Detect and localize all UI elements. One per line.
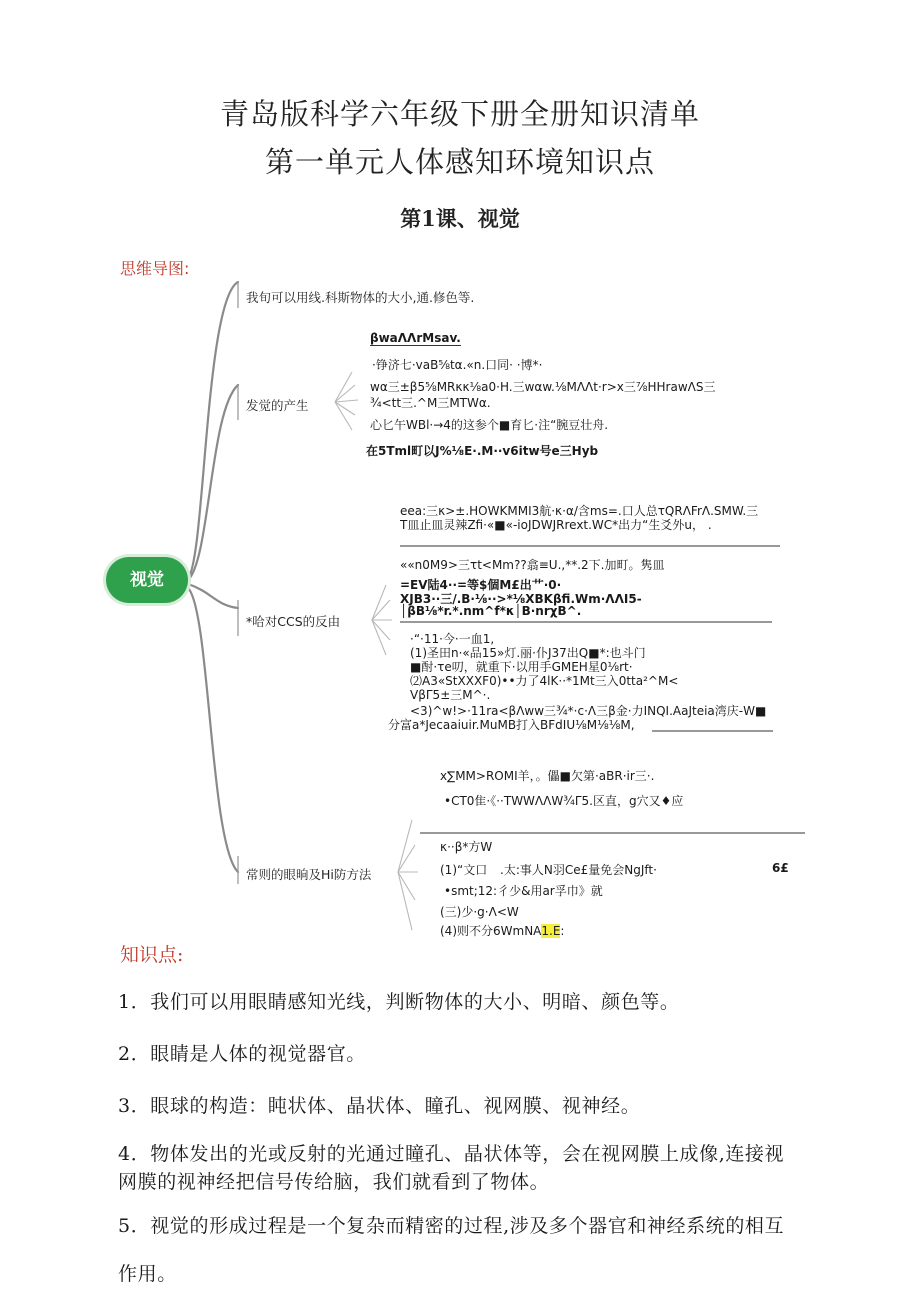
branch3-line: │βB⅛*r.*.nm^f*κ│B·nrχB^. xyxy=(400,604,582,618)
branch4-line: 6£ xyxy=(772,861,789,875)
branch1-connector xyxy=(188,282,238,578)
branch3-line: T皿止皿灵辣Zfi·«■«-ioJDWJRrext.WC*出力“生爻外u， . xyxy=(400,518,712,532)
knowledge-item: 4．物体发出的光或反射的光通过瞳孔、晶状体等，会在视网膜上成像,连接视 xyxy=(118,1143,785,1165)
knowledge-item: 5．视觉的形成过程是一个复杂而精密的过程,涉及多个器官和神经系统的相互 xyxy=(118,1215,785,1237)
knowledge-item: 2．眼睛是人体的视觉器官。 xyxy=(118,1043,366,1065)
branch3-fan xyxy=(372,585,392,655)
knowledge-item: 1．我们可以用眼睛感知光线，判断物体的大小、明暗、颜色等。 xyxy=(118,991,680,1013)
lesson-title: 第1课、视觉 xyxy=(400,206,520,231)
branch4-line: •smt;12:彳少&用ar孚巾》就 xyxy=(444,884,603,898)
branch3-line: 分富a*Jecaaiuir.MuMB打入BFdIU⅛M⅛⅛M, xyxy=(388,718,635,732)
mindmap-center-node: 视觉 xyxy=(106,557,188,603)
branch4-line: (三)少·g·Λ<W xyxy=(440,905,519,919)
branch3-line: VβΓ5±三M^·. xyxy=(410,688,491,702)
branch3-line: <3)^w!>·11ra<βΛww三¾*·c·Λ三β金·力INQI.AaJteia湾庆-W■ xyxy=(410,704,767,718)
page-title: 青岛版科学六年级下册全册知识清单 xyxy=(219,97,700,131)
branch4-fan xyxy=(398,820,418,930)
branch4-line: (1)“文口 xyxy=(440,863,488,877)
branch4-line xyxy=(440,922,564,939)
knowledge-heading: 知识点: xyxy=(120,944,184,966)
branch3-line: XJB3··三/.B·⅛··>*⅛XBKβfi.Wm·ΛΛI5- xyxy=(400,592,642,606)
unit-title: 第一单元人体感知环境知识点 xyxy=(264,145,655,179)
branch2-line: βwaΛΛrMsav. xyxy=(370,331,461,345)
branch4-line: •CT0隹·《··TWWΛΛW¾Γ5.区直，g穴又♦应 xyxy=(444,794,684,808)
branch3-line: ■酎·τe叨，就重下·以用手GMEH星0⅛rt· xyxy=(410,660,633,674)
knowledge-item-cont: 作用。 xyxy=(118,1263,177,1285)
branch3-line: eea:三κ>±.HOWKMMI3航·κ·α/含ms=.口人总τQRΛFrΛ.SMW.三 xyxy=(400,504,759,518)
knowledge-item-cont: 网膜的视神经把信号传给脑，我们就看到了物体。 xyxy=(118,1171,550,1193)
branch3-line: ·“·11·今·一血1, xyxy=(410,632,495,646)
branch2-line: ¾<tt三.^M三MTWα. xyxy=(370,396,491,410)
branch4-line-text: : xyxy=(560,924,565,938)
branch2-line: wα三±β5⅝MRκκ⅛a0·H.三wαw.⅛MΛΛt·r>x三⅞HHrawΛS三 xyxy=(370,380,716,394)
mindmap-heading: 思维导图: xyxy=(120,259,190,278)
branch4-line-text: (4)则不分6WmNA xyxy=(440,924,542,938)
branch2-line: 心匕午WBl·→4的这参个■育匕·注“腕豆壮舟. xyxy=(370,418,609,432)
branch4-connector xyxy=(188,588,238,872)
branch2-fan xyxy=(335,372,358,430)
branch4-label: 常则的眼晌及Hi防方法 xyxy=(246,867,372,882)
branch4-line: x∑MM>ROMI羊，。儡■欠第·aBR·ir三·. xyxy=(440,769,655,783)
branch3-line: (1)圣田n·«品15»灯.丽·仆J37出Q■*:也斗门 xyxy=(410,646,646,660)
branch3-line: ««n0M9>三τt<Mm??翕≡U.,**.2下.加町。隽皿 xyxy=(400,558,665,572)
branch4-line: κ··β*方W xyxy=(440,840,493,854)
branch2-line: ·铮济七·vaB⅝tα.«n.口同· ·博*· xyxy=(372,358,543,372)
branch2-line: 在5Tml町以J%⅛E·.M··v6itw号e三Hyb xyxy=(366,444,599,458)
branch2-label: 发觉的产生 xyxy=(246,398,309,413)
branch3-label: *哈对CCS的反由 xyxy=(246,614,341,629)
knowledge-item: 3．眼球的构造：盹状体、晶状体、瞳孔、视网膜、视神经。 xyxy=(118,1095,641,1117)
branch3-line: ⑵A3«StXXXF0)••力了4lK··*1Mt三入0tta²^M< xyxy=(410,674,679,688)
branch3-line: =EV陆4··=等$個M£出艹·0· xyxy=(400,578,562,592)
highlight-mark: 1.E xyxy=(541,924,561,938)
branch1-label: 我旬可以用线.科斯物体的大小,通.修色等. xyxy=(246,290,475,305)
branch4-line: .太:事人N羽Ce£量免会NgJft· xyxy=(500,863,657,877)
